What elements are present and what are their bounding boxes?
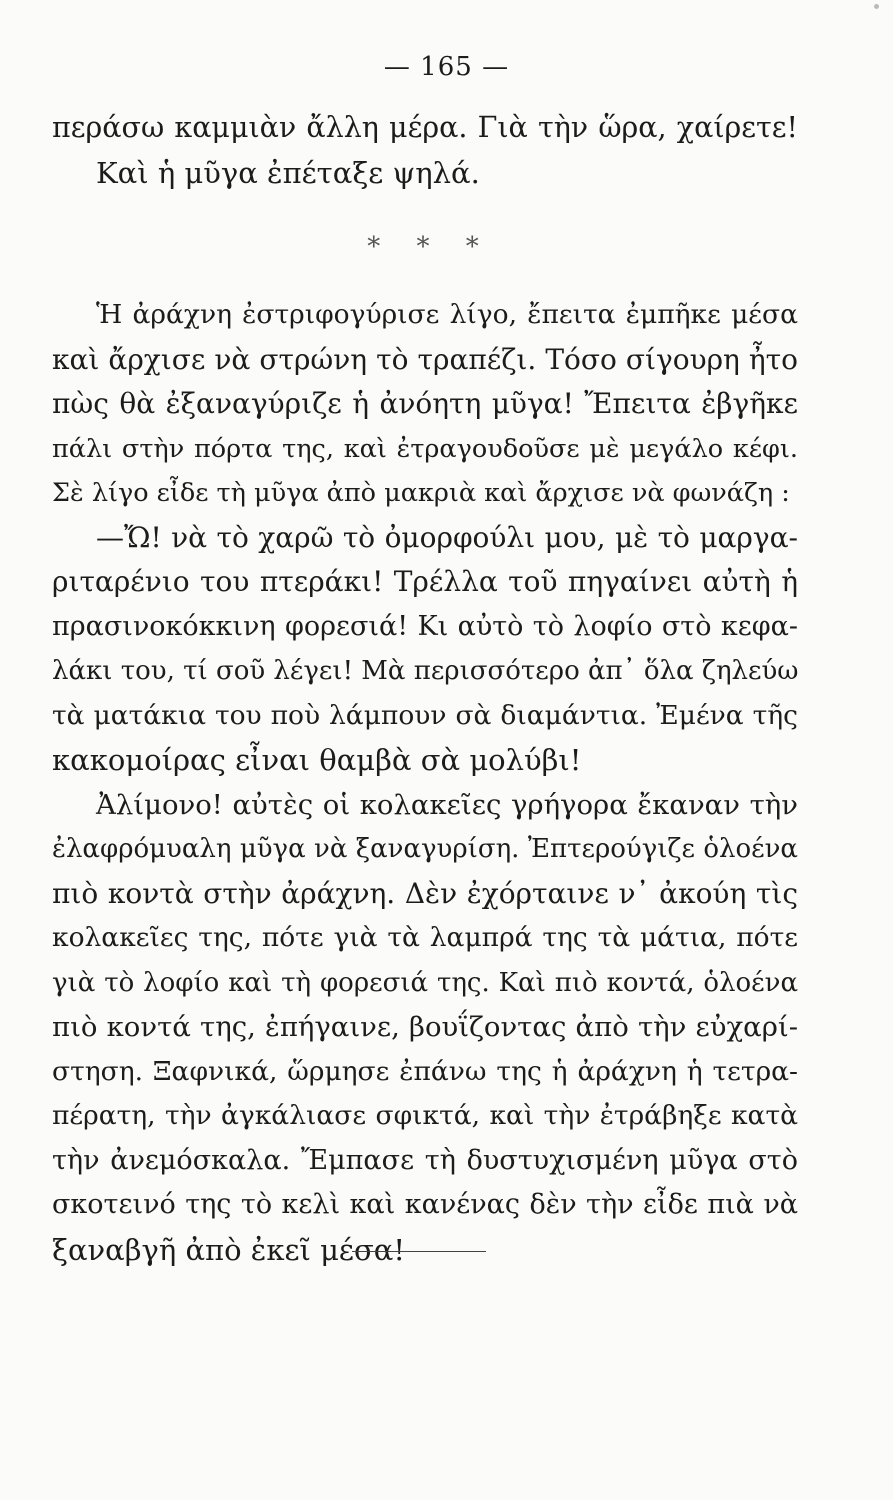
text-line: γιὰ τὸ λοφίο καὶ τὴ φορεσιά της. Καὶ πιὸ κοντά, ὁλοένα (52, 967, 798, 998)
text-line: πιὸ κοντά της, ἐπήγαινε, βουΐζοντας ἀπὸ τὴν εὐχαρί- (52, 1011, 798, 1043)
text-line: Καὶ ἡ μῦγα ἐπέταξε ψηλά. (96, 155, 480, 190)
text-line: σκοτεινό της τὸ κελὶ καὶ κανένας δὲν τὴν εἶδε πιὰ νὰ (52, 1189, 798, 1220)
body-text (52, 106, 798, 1272)
text-line: Ἡ ἀράχνη ἐστριφογύρισε λίγο, ἔπειτα ἐμπῆκε μέσα (96, 299, 798, 330)
text-line: Σὲ λίγο εἶδε τὴ μῦγα ἀπὸ μακριὰ καὶ ἄρχισε νὰ φωνάζη : (52, 478, 790, 508)
end-rule (352, 1251, 486, 1252)
text-line: τὴν ἀνεμόσκαλα. Ἔμπασε τὴ δυστυχισμένη μῦγα στὸ (52, 1144, 798, 1176)
text-line: περάσω καμμιὰν ἄλλη μέρα. Γιὰ τὴν ὥρα, χαίρετε! (52, 111, 798, 144)
text-line: τὰ ματάκια του ποὺ λάμπουν σὰ διαμάντια. Ἐμένα τῆς (52, 699, 798, 731)
text-line: στηση. Ξαφνικά, ὥρμησε ἐπάνω της ἡ ἀράχνη ἡ τετρα- (52, 1055, 798, 1087)
text-line: λάκι του, τί σοῦ λέγει! Μὰ περισσότερο ἀπ᾽ ὅλα ζηλεύω (52, 656, 799, 686)
text-line: ξαναβγῆ ἀπὸ ἐκεῖ μέσα! (52, 1232, 405, 1267)
page-number: — 165 — (383, 52, 510, 82)
paragraph-3 (52, 516, 798, 783)
text-line: πρασινοκόκκινη φορεσιά! Κι αὐτὸ τὸ λοφίο στὸ κεφα- (52, 610, 798, 642)
section-separator: * * * (367, 232, 493, 262)
text-line: Ἀλίμονο! αὐτὲς οἱ κολακεῖες γρήγορα ἔκαναν τὴν (96, 788, 798, 821)
text-line: ἐλαφρόμυαλη μῦγα νὰ ξαναγυρίση. Ἐπτερούγιζε ὁλοένα (52, 834, 798, 864)
text-line: πὼς θὰ ἐξαναγύριζε ἡ ἀνόητη μῦγα! Ἔπειτα ἐβγῆκε (52, 387, 798, 420)
text-line: κακομοίρας εἶναι θαμβὰ σὰ μολύβι! (52, 743, 582, 777)
paragraph-4 (52, 783, 798, 1273)
paragraph-2 (52, 293, 798, 516)
text-line: πέρατη, τὴν ἀγκάλιασε σφικτά, καὶ τὴν ἐτράβηξε κατὰ (52, 1100, 798, 1131)
text-line: ριταρένιο του πτεράκι! Τρέλλα τοῦ πηγαίνει αὐτὴ ἡ (52, 565, 798, 598)
paper-speck (874, 4, 879, 9)
text-line: κολακεῖες της, πότε γιὰ τὰ λαμπρά της τὰ μάτια, πότε (52, 922, 798, 953)
text-line: καὶ ἄρχισε νὰ στρώνη τὸ τραπέζι. Τόσο σίγουρη ἦτο (52, 342, 798, 376)
text-line: πάλι στὴν πόρτα της, καὶ ἐτραγουδοῦσε μὲ μεγάλο κέφι. (52, 433, 798, 464)
text-line: πιὸ κοντὰ στὴν ἀράχνη. Δὲν ἐχόρταινε ν᾽ ἀκούη τὶς (52, 876, 798, 910)
paragraph-1 (52, 106, 798, 195)
text-line: —Ὤ! νὰ τὸ χαρῶ τὸ ὀμορφούλι μου, μὲ τὸ μαργα- (96, 520, 798, 554)
